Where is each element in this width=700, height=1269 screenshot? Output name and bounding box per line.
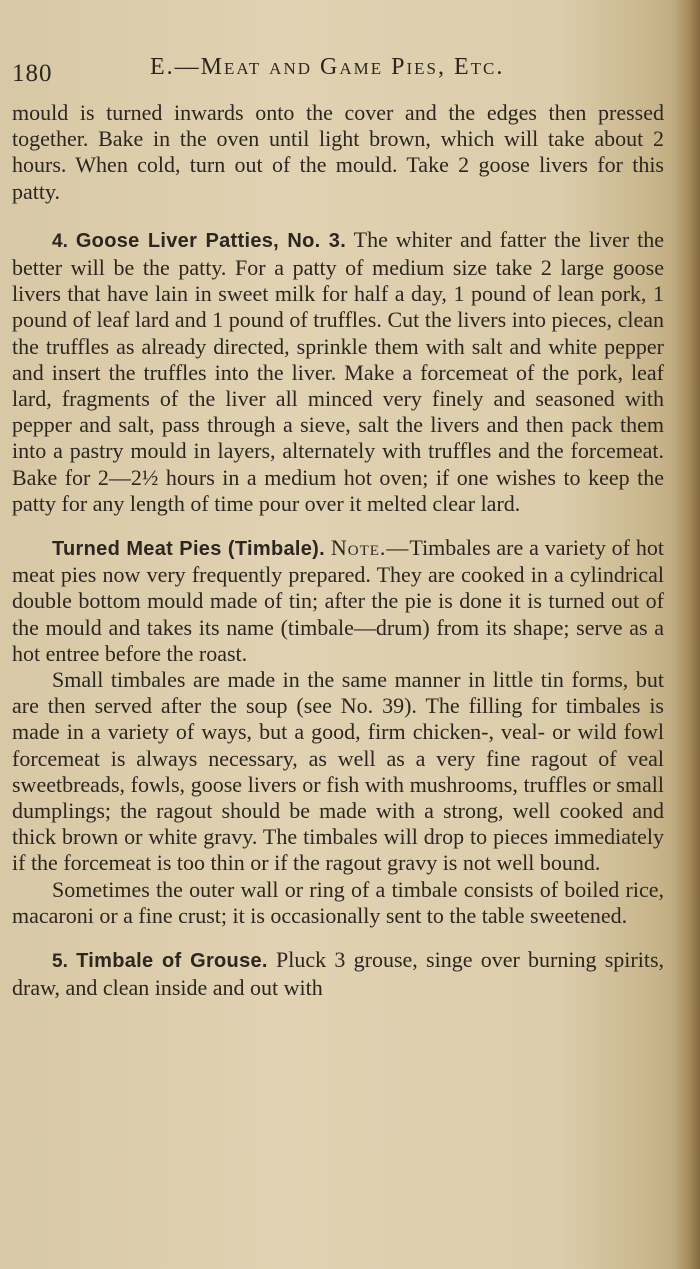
section-intro [12, 535, 664, 667]
recipe-5-body: Pluck 3 grouse, singe over burning spirits, draw, and clean inside and out with [12, 947, 665, 1001]
recipe-5-title: Timbale of Grouse. [76, 950, 268, 973]
section-paragraph-3: Sometimes the outer wall or ring of a timbale consists of boiled rice, macaroni or a fine crust; it is occasionally sent to the table sweetened. [12, 876, 664, 928]
recipe-4-number: 4. [52, 230, 68, 252]
section-paragraph-2: Small timbales are made in the same manner in little tin forms, but are then served after the soup (see No. 39). The filling for timbales is made in a variety of ways, but a good, firm chicken-, veal- or wild fowl forcemeat is always necessary, as well as a very fine ragout of veal sweetbreads, fowls, goose livers or fish with mushrooms, truffles or small dumplings; the ragout should be made with a strong, well cooked and thick brown or white gravy. The timbales will drop to pieces immediately if the forcemeat is too thin or if the ragout gravy is not well bound. [12, 667, 664, 876]
recipe-4-title: Goose Liver Patties, No. 3. [75, 229, 347, 252]
continuation-paragraph: mould is turned inwards onto the cover and the edges then pressed together. Bake in the oven until light brown, which will take about 2 hours. When cold, turn out of the mould. Take 2 goose livers for this patty. [12, 100, 664, 204]
running-title: E.—Meat and Game Pies, Etc. [150, 54, 505, 80]
recipe-5 [12, 947, 664, 1001]
recipe-5-number: 5. [52, 951, 68, 973]
section-title: Turned Meat Pies (Timbale). [52, 538, 325, 561]
page-edge-shadow [674, 0, 700, 1269]
note-label: Note.— [330, 535, 410, 561]
recipe-4-body: The whiter and fatter the liver the better will be the patty. For a patty of medium size take 2 large goose livers that have lain in sweet milk for half a day, 1 pound of lean pork, 1 pound of leaf lard and 1 pound of truffles. Cut the livers into pieces, clean the truffles as already directed, sprinkle them with salt and white pepper and insert the truffles into the liver. Make a forcemeat of the pork, leaf lard, fragments of the liver all minced very finely and seasoned with pepper and salt, pass through a sieve, salt the livers and then pack them into a pastry mould in layers, alternately with truffles and the forcemeat. Bake for 2—2½ hours in a medium hot oven; if one wishes to keep the patty for any length of time pour over it melted clear lard. [12, 226, 665, 516]
page-body [12, 100, 664, 1002]
note-text: Timbales are a variety of hot meat pies now very frequently prepared. They are cooked in a cylindrical double bottom mould made of tin; after the pie is done it is turned out of the mould and takes its name (timbale—drum) from its shape; serve as a hot entree before the roast. [12, 535, 664, 666]
page-header [12, 52, 652, 92]
page-number: 180 [12, 60, 53, 87]
recipe-4 [12, 227, 664, 517]
